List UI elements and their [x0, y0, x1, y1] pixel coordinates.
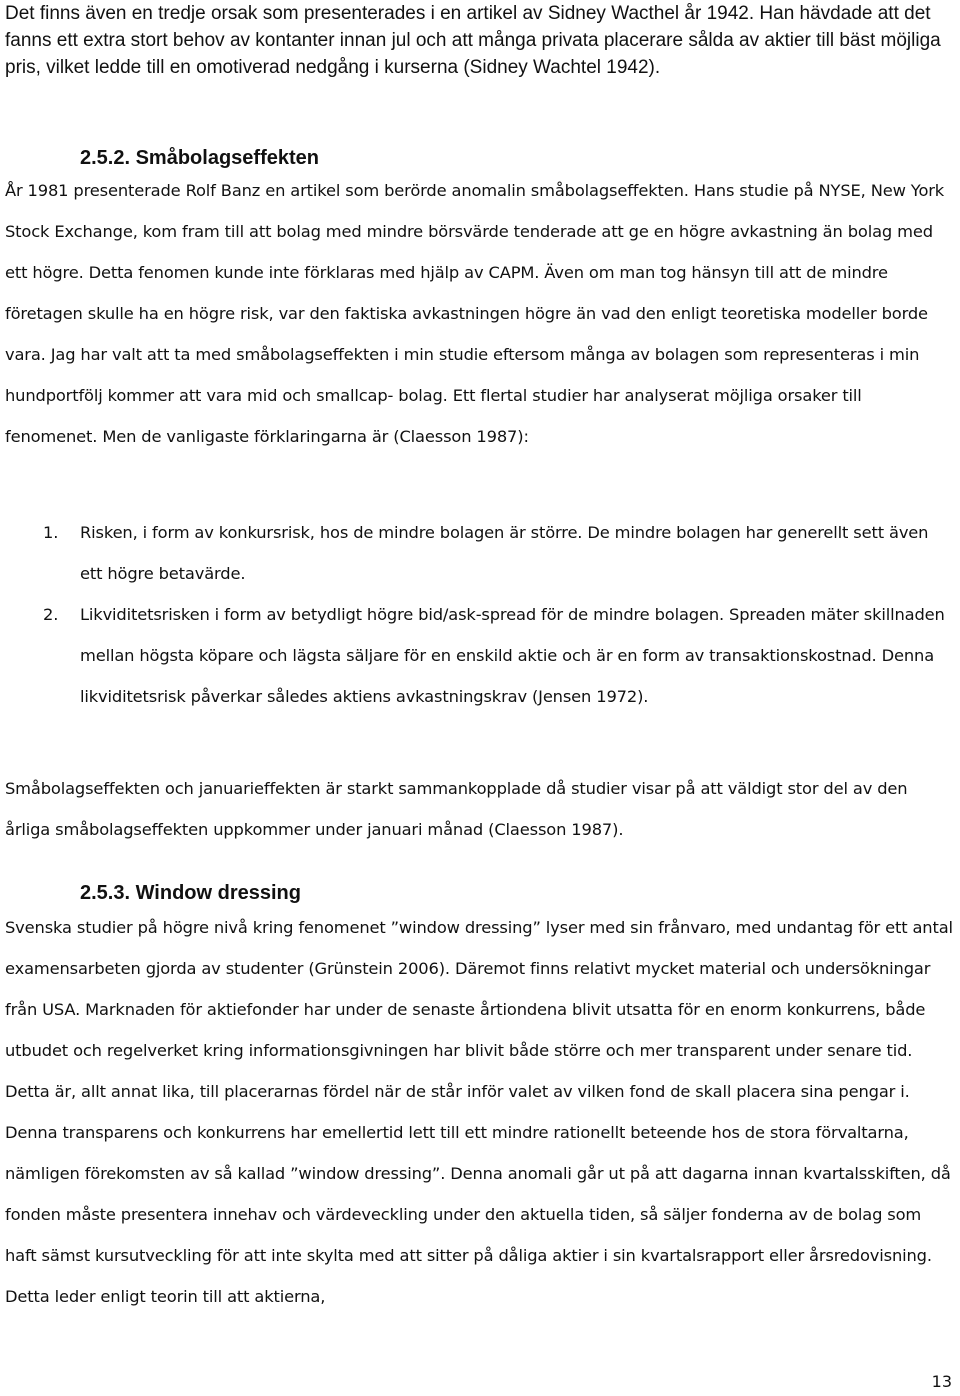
list-item-text: Likviditetsrisken i form av betydligt högre bid/ask-spread för de mindre bolagen. Spreaden mäter skillnaden mellan högsta köpare och lägsta säljare för en enskild aktie och är en form av transaktionskostnad. Denna likviditetsrisk påverkar således aktiens avkastningskrav (Jensen 1972). [80, 605, 945, 706]
window-dressing-paragraph: Svenska studier på högre nivå kring fenomenet ”window dressing” lyser med sin frånvaro, med undantag för ett antal examensarbeten gjorda av studenter (Grünstein 2006). Däremot finns relativt mycket material och undersökningar från USA. Marknaden för aktiefonder har under de senaste årtiondena blivit utsatta för en enorm konkurrens, både utbudet och regelverket kring informationsgivningen har blivit både större och mer transparent under senare tid. Detta är, allt annat lika, till placerarnas fördel när de står inför valet av vilken fond de skall placera sina pengar i. Denna transparens och konkurrens har emellertid lett till ett mindre rationellt beteende hos de stora förvaltarna, nämligen förekomsten av så kallad ”window dressing”. Denna anomali går ut på att dagarna innan kvartalsskiften, då fonden måste presentera innehav och värdeveckling under den aktuella tiden, så säljer fonderna av de bolag som haft sämst kursutveckling för att inte skylta med att sitter på dåliga aktier i sin kvartalsrapport eller årsredovisning. Detta leder enligt teorin till att aktierna, [5, 918, 953, 1306]
smabolag-paragraph: År 1981 presenterade Rolf Banz en artikel som berörde anomalin småbolagseffekten. Hans studie på NYSE, New York Stock Exchange, kom fram till att bolag med mindre börsvärde tenderade att ge en högre avkastning än bolag med ett högre. Detta fenomen kunde inte förklaras med hjälp av CAPM. Även om man tog hänsyn till att de mindre företagen skulle ha en högre risk, var den faktiska avkastningen högre än vad den enligt teoretiska modeller borde vara. Jag har valt att ta med småbolagseffekten i min studie eftersom många av bolagen som representeras i min hundportfölj kommer att vara mid och smallcap- bolag. Ett flertal studier har analyserat möjliga orsaker till fenomenet. Men de vanligaste förklaringarna är (Claesson 1987): [5, 181, 945, 446]
section-heading-smabolagseffekten: 2.5.2. Småbolagseffekten [80, 147, 319, 169]
list-item [5, 594, 955, 717]
explanation-list [5, 512, 955, 717]
list-item-number: 2. [43, 605, 59, 624]
list-item-text: Risken, i form av konkursrisk, hos de mindre bolagen är större. De mindre bolagen har generellt sett även ett högre betavärde. [80, 523, 929, 583]
intro-paragraph: Det finns även en tredje orsak som presenterades i en artikel av Sidney Wacthel år 1942. Han hävdade att det fanns ett extra stort behov av kontanter innan jul och att många privata placerare sålda av aktier till bäst möjliga pris, vilket ledde till en omotiverad nedgång i kurserna (Sidney Wachtel 1942). [5, 3, 941, 78]
section-heading-window-dressing: 2.5.3. Window dressing [80, 882, 301, 904]
list-item [5, 512, 955, 594]
page-number: 13 [931, 1372, 952, 1391]
list-item-number: 1. [43, 523, 59, 542]
explanation-list-container [5, 512, 955, 757]
smabolag-closing-paragraph: Småbolagseffekten och januarieffekten är starkt sammankopplade då studier visar på att väldigt stor del av den årliga småbolagseffekten uppkommer under januari månad (Claesson 1987). [5, 779, 908, 839]
